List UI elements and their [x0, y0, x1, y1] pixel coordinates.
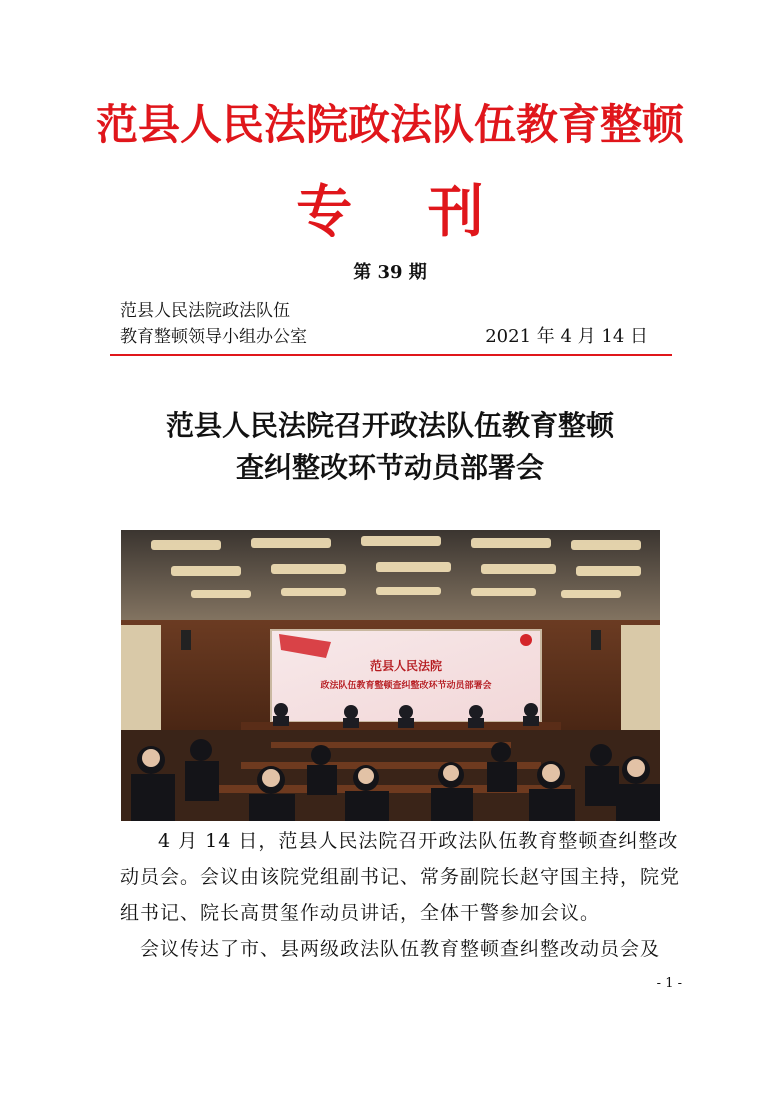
issuing-office-line2: 教育整顿领导小组办公室	[120, 327, 307, 347]
issuing-office-line1: 范县人民法院政法队伍	[120, 301, 290, 321]
article-headline-line1: 范县人民法院召开政法队伍教育整顿	[165, 409, 614, 442]
page-number: - 1 -	[656, 976, 682, 991]
meeting-photo	[121, 530, 660, 821]
article-paragraph-1: 4 月 14 日，范县人民法院召开政法队伍教育整顿查纠整改动员会。会议由该院党组副书记、常务副院长赵守国主持，院党组书记、院长高贯玺作动员讲话，全体干警参加会议。	[120, 830, 681, 924]
screen-title: 范县人民法院	[369, 659, 443, 673]
special-issue-title: 专 刊	[296, 179, 512, 245]
masthead-title: 范县人民法院政法队伍教育整顿	[95, 100, 684, 149]
article-paragraph-2: 会议传达了市、县两级政法队伍教育整顿查纠整改动员会及	[120, 938, 661, 960]
header-divider	[110, 354, 672, 356]
issue-date: 2021 年 4 月 14 日	[485, 326, 648, 347]
screen-subtitle: 政法队伍教育整顿查纠整改环节动员部署会	[320, 681, 492, 691]
issue-number: 第 39 期	[353, 262, 427, 283]
article-headline-line2: 查纠整改环节动员部署会	[235, 451, 544, 484]
